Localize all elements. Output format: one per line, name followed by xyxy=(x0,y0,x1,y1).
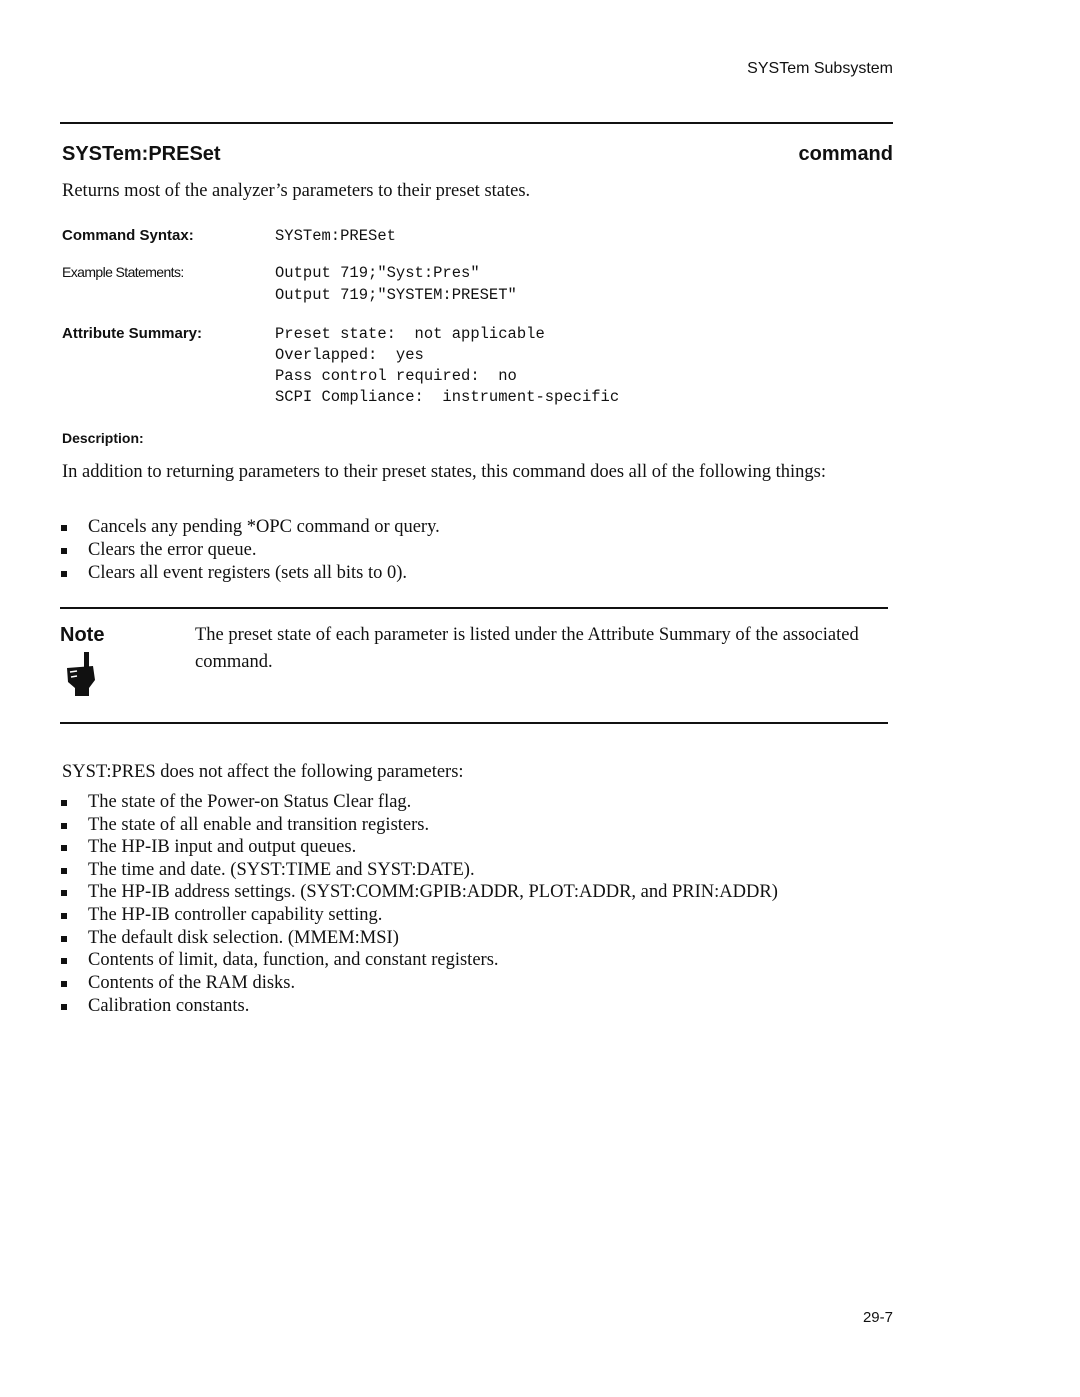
attribute-line: Pass control required: no xyxy=(275,367,517,385)
attribute-line: Preset state: not applicable xyxy=(275,325,545,343)
page-number: 29-7 xyxy=(862,1309,893,1326)
bullet-icon xyxy=(61,1004,67,1010)
bullet-icon xyxy=(61,981,67,987)
attributes-label: Attribute Summary: xyxy=(62,325,203,342)
note-divider xyxy=(60,607,888,609)
note-divider xyxy=(60,722,888,724)
unaffected-paragraph: SYST:PRES does not affect the following parameters: xyxy=(62,762,464,782)
bullet-icon xyxy=(61,936,67,942)
list-item: The default disk selection. (MMEM:MSI) xyxy=(60,928,399,949)
note-text: The preset state of each parameter is listed under the Attribute Summary of the associated command. xyxy=(195,625,859,672)
example-line: Output 719;"SYSTEM:PRESET" xyxy=(275,286,517,304)
bullet-icon xyxy=(61,890,67,896)
bullet-icon xyxy=(61,800,67,806)
bullet-icon xyxy=(61,548,67,554)
attribute-line: SCPI Compliance: instrument-specific xyxy=(275,388,620,406)
page-title: SYSTem:PRESet xyxy=(62,143,221,165)
list-item: Cancels any pending *OPC command or query. xyxy=(60,517,440,538)
running-header: SYSTem Subsystem xyxy=(747,60,893,77)
bullet-icon xyxy=(61,823,67,829)
syntax-label: Command Syntax: xyxy=(62,227,194,244)
summary: Returns most of the analyzer’s parameters to their preset states. xyxy=(62,181,531,201)
list-item: The HP-IB address settings. (SYST:COMM:GPIB:ADDR, PLOT:ADDR, and PRIN:ADDR) xyxy=(60,882,778,903)
list-item: Clears the error queue. xyxy=(60,540,256,561)
list-item: The state of all enable and transition registers. xyxy=(60,815,429,836)
list-item: Clears all event registers (sets all bits to 0). xyxy=(60,563,407,584)
list-item: The time and date. (SYST:TIME and SYST:DATE). xyxy=(60,860,475,881)
syntax-value: SYSTem:PRESet xyxy=(275,227,396,245)
bullet-icon xyxy=(61,868,67,874)
list-item: Calibration constants. xyxy=(60,996,249,1017)
bullet-icon xyxy=(61,845,67,851)
list-item: Contents of limit, data, function, and constant registers. xyxy=(60,950,499,971)
list-item: The HP-IB controller capability setting. xyxy=(60,905,382,926)
description-paragraph: In addition to returning parameters to their preset states, this command does all of the following things: xyxy=(62,462,826,482)
note-label: Note xyxy=(60,624,105,646)
list-item: The HP-IB input and output queues. xyxy=(60,837,356,858)
examples-label: Example Statements: xyxy=(62,264,184,280)
bullet-icon xyxy=(61,913,67,919)
pointing-hand-icon xyxy=(65,650,97,698)
list-item: Contents of the RAM disks. xyxy=(60,973,295,994)
bullet-icon xyxy=(61,571,67,577)
attribute-line: Overlapped: yes xyxy=(275,346,424,364)
description-label: Description: xyxy=(62,430,144,446)
divider xyxy=(60,122,893,124)
list-item: The state of the Power-on Status Clear flag. xyxy=(60,792,411,813)
bullet-icon xyxy=(61,958,67,964)
bullet-icon xyxy=(61,525,67,531)
title-type: command xyxy=(798,143,893,165)
example-line: Output 719;"Syst:Pres" xyxy=(275,264,480,282)
